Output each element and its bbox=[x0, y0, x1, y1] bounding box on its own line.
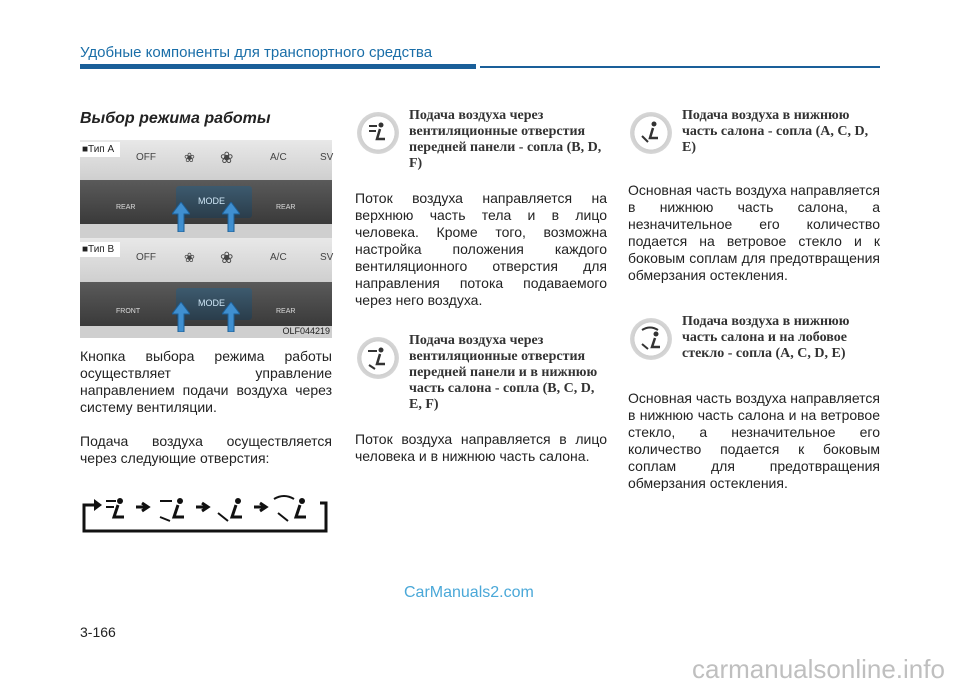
floor-icon bbox=[218, 498, 242, 521]
mode-face-header bbox=[355, 108, 607, 172]
bi-level-icon bbox=[357, 337, 399, 379]
mode-floor-header bbox=[628, 108, 880, 166]
type-a-label: ■ Тип A bbox=[80, 142, 120, 157]
panel-a-sv: SV bbox=[320, 152, 334, 163]
mode-sequence-diagram bbox=[80, 493, 332, 533]
arrow-up-icon bbox=[172, 202, 190, 232]
panel-b-off: OFF bbox=[136, 252, 156, 263]
arrow-up-icon bbox=[172, 302, 190, 332]
panel-a-rear: REAR bbox=[116, 204, 136, 211]
middle-column bbox=[355, 108, 607, 465]
floor-icon bbox=[630, 112, 672, 154]
mode-label-b: MODE bbox=[198, 298, 225, 308]
fan-low-icon: ❀ bbox=[184, 150, 195, 165]
mode-floor-defrost-title: Подача воздуха в нижнюю часть салона и на лобовое стекло - сопла (A, C, D, E) bbox=[682, 314, 850, 361]
mode-label-a: MODE bbox=[198, 196, 225, 206]
face-vent-icon bbox=[357, 112, 399, 154]
right-column bbox=[628, 108, 880, 492]
intro-paragraph: Кнопка выбора режима работы осуществляет управление направлением подачи воздуха через систему вентиляции. bbox=[80, 348, 332, 415]
outlets-paragraph: Подача воздуха осуществляется через следующие отверстия: bbox=[80, 433, 332, 466]
arrow-up-icon bbox=[222, 202, 240, 232]
panel-a-bottom bbox=[80, 180, 332, 224]
section-title: Выбор режима работы bbox=[80, 110, 271, 127]
mode-face-body: Поток воздуха направляется на верхнюю часть тела и в лицо человека. Кроме того, возможна настройка положения каждого вентиляционного отверстия для направления потока подаваемого через него воздуха. bbox=[355, 190, 607, 308]
header-rule bbox=[80, 64, 476, 69]
floor-defrost-icon bbox=[630, 318, 672, 360]
panel-b-rear: REAR bbox=[276, 308, 296, 315]
watermark-site[interactable]: CarManuals2.com bbox=[404, 584, 534, 601]
fan-high-icon: ❀ bbox=[220, 150, 234, 167]
type-b-label: ■ Тип B bbox=[80, 242, 120, 257]
fan-low-icon-b: ❀ bbox=[184, 250, 195, 265]
mode-face-title: Подача воздуха через вентиляционные отверстия передней панели - сопла (B, D, F) bbox=[409, 108, 602, 171]
left-column bbox=[80, 110, 332, 538]
header-title: Удобные компоненты для транспортного средства bbox=[80, 44, 433, 61]
bi-level-icon bbox=[160, 498, 184, 521]
mode-floor-defrost-body: Основная часть воздуха направляется в нижнюю часть салона и на ветровое стекло, а незначительное его количество подается к боковым соплам для предотвращения обмерзания остекления. bbox=[628, 390, 880, 491]
panel-a-ac: A/C bbox=[270, 152, 287, 163]
mode-floor-body: Основная часть воздуха направляется в нижнюю часть салона, а незначительное его количество подается на ветровое стекло и к боковым соплам для предотвращения обмерзания остекления. bbox=[628, 182, 880, 283]
header-rule-thin bbox=[480, 66, 880, 68]
mode-bilevel-title: Подача воздуха через вентиляционные отверстия передней панели и в нижнюю часть салона - сопла (B, C, D, E, F) bbox=[409, 333, 598, 412]
fan-high-icon-b: ❀ bbox=[220, 250, 234, 267]
figure-ref-code: OLF044219 bbox=[282, 326, 330, 336]
floor-defrost-icon bbox=[274, 496, 306, 521]
panel-b-ac: A/C bbox=[270, 252, 287, 263]
panel-a-off: OFF bbox=[136, 152, 156, 163]
face-vent-icon bbox=[106, 498, 124, 517]
panel-a-rear-2: REAR bbox=[276, 204, 296, 211]
mode-bilevel-header bbox=[355, 333, 607, 413]
page-number: 3-166 bbox=[80, 624, 116, 640]
arrow-up-icon bbox=[222, 302, 240, 332]
mode-floor-title: Подача воздуха в нижнюю часть салона - сопла (A, C, D, E) bbox=[682, 108, 869, 155]
panel-b-front: FRONT bbox=[116, 308, 141, 315]
control-panel-illustration bbox=[80, 140, 332, 338]
mode-floor-defrost-header bbox=[628, 314, 880, 372]
panel-b-bottom bbox=[80, 282, 332, 326]
watermark-bottom: carmanualsonline.info bbox=[692, 654, 945, 684]
mode-bilevel-body: Поток воздуха направляется в лицо человека и в нижнюю часть салона. bbox=[355, 431, 607, 464]
panel-b-sv: SV bbox=[320, 252, 334, 263]
